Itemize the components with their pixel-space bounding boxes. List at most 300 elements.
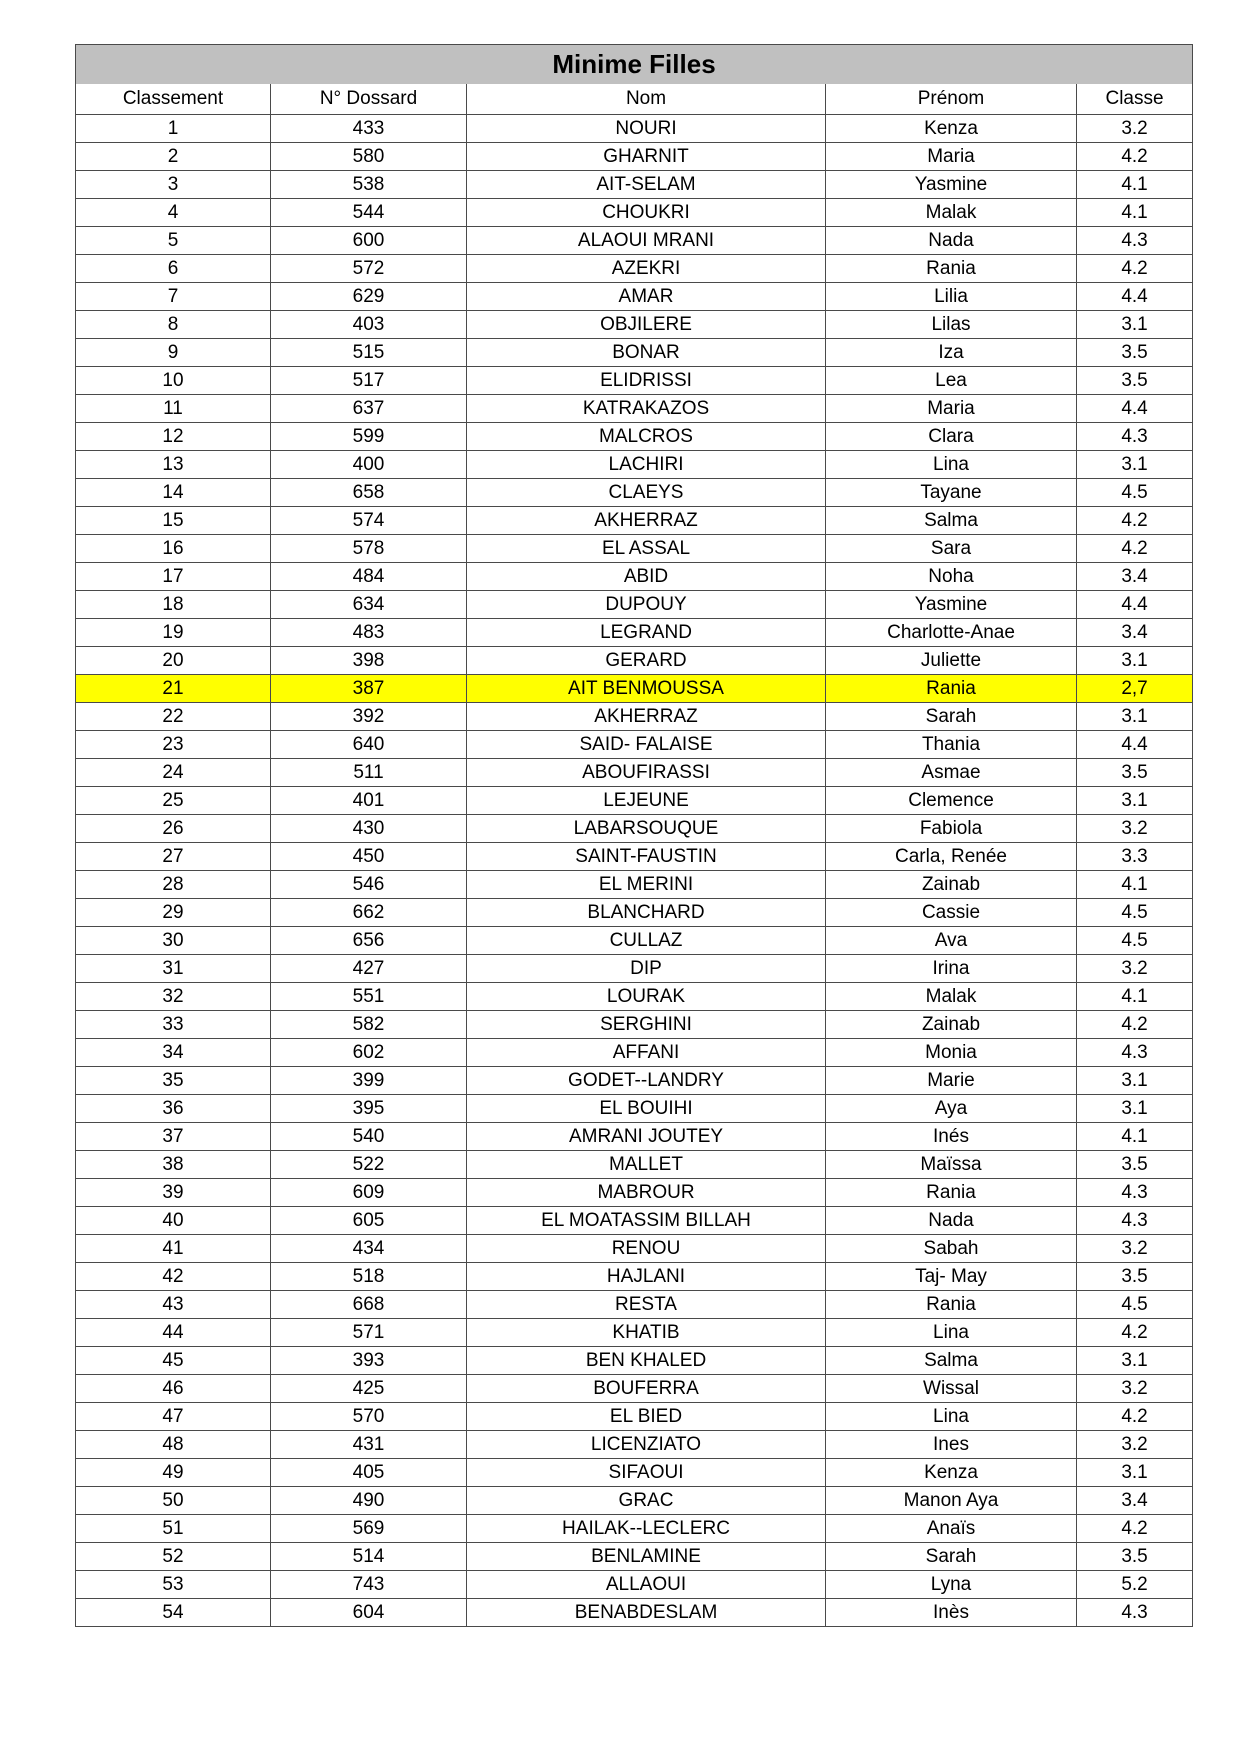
cell-dossard: 518 <box>271 1263 467 1291</box>
cell-dossard: 399 <box>271 1067 467 1095</box>
table-row <box>76 1039 1193 1067</box>
cell-classe: 3.1 <box>1077 787 1193 815</box>
cell-dossard: 605 <box>271 1207 467 1235</box>
table-row <box>76 423 1193 451</box>
table-row <box>76 143 1193 171</box>
cell-nom: GERARD <box>467 647 826 675</box>
cell-classe: 3.1 <box>1077 1459 1193 1487</box>
cell-classe: 3.5 <box>1077 1151 1193 1179</box>
cell-dossard: 658 <box>271 479 467 507</box>
cell-prenom: Inès <box>826 1599 1077 1627</box>
cell-classe: 4.5 <box>1077 1291 1193 1319</box>
cell-classe: 3.5 <box>1077 367 1193 395</box>
cell-prenom: Lyna <box>826 1571 1077 1599</box>
cell-nom: AIT-SELAM <box>467 171 826 199</box>
cell-classement: 18 <box>76 591 271 619</box>
cell-prenom: Thania <box>826 731 1077 759</box>
cell-classement: 39 <box>76 1179 271 1207</box>
table-row <box>76 1235 1193 1263</box>
cell-nom: BENABDESLAM <box>467 1599 826 1627</box>
cell-nom: RENOU <box>467 1235 826 1263</box>
cell-classement: 31 <box>76 955 271 983</box>
cell-nom: CLAEYS <box>467 479 826 507</box>
cell-classe: 4.3 <box>1077 1039 1193 1067</box>
cell-nom: SAID- FALAISE <box>467 731 826 759</box>
cell-classement: 38 <box>76 1151 271 1179</box>
cell-classement: 27 <box>76 843 271 871</box>
table-row <box>76 1459 1193 1487</box>
title-row <box>76 45 1193 85</box>
table-row <box>76 1067 1193 1095</box>
cell-prenom: Maria <box>826 143 1077 171</box>
table-row <box>76 1487 1193 1515</box>
cell-classe: 4.5 <box>1077 479 1193 507</box>
cell-dossard: 602 <box>271 1039 467 1067</box>
cell-nom: GRAC <box>467 1487 826 1515</box>
cell-nom: AFFANI <box>467 1039 826 1067</box>
table-row <box>76 1571 1193 1599</box>
cell-dossard: 662 <box>271 899 467 927</box>
cell-prenom: Monia <box>826 1039 1077 1067</box>
table-row <box>76 1347 1193 1375</box>
cell-dossard: 433 <box>271 115 467 143</box>
cell-dossard: 431 <box>271 1431 467 1459</box>
table-row <box>76 1431 1193 1459</box>
cell-dossard: 405 <box>271 1459 467 1487</box>
cell-dossard: 400 <box>271 451 467 479</box>
cell-dossard: 656 <box>271 927 467 955</box>
cell-nom: AZEKRI <box>467 255 826 283</box>
table-row <box>76 1123 1193 1151</box>
table-row-highlighted <box>76 675 1193 703</box>
cell-nom: ABOUFIRASSI <box>467 759 826 787</box>
cell-classement: 37 <box>76 1123 271 1151</box>
cell-nom: BENLAMINE <box>467 1543 826 1571</box>
table-row <box>76 1375 1193 1403</box>
cell-prenom: Kenza <box>826 1459 1077 1487</box>
cell-dossard: 490 <box>271 1487 467 1515</box>
cell-dossard: 629 <box>271 283 467 311</box>
cell-nom: MALLET <box>467 1151 826 1179</box>
cell-classe: 4.4 <box>1077 591 1193 619</box>
cell-classe: 3.2 <box>1077 1431 1193 1459</box>
cell-prenom: Maria <box>826 395 1077 423</box>
cell-nom: MABROUR <box>467 1179 826 1207</box>
cell-classement: 21 <box>76 675 271 703</box>
cell-classe: 3.2 <box>1077 115 1193 143</box>
table-row <box>76 395 1193 423</box>
cell-classe: 4.1 <box>1077 983 1193 1011</box>
cell-nom: RESTA <box>467 1291 826 1319</box>
cell-classe: 4.2 <box>1077 1403 1193 1431</box>
cell-nom: EL MOATASSIM BILLAH <box>467 1207 826 1235</box>
cell-classement: 50 <box>76 1487 271 1515</box>
cell-classe: 3.2 <box>1077 955 1193 983</box>
cell-dossard: 578 <box>271 535 467 563</box>
table-row <box>76 367 1193 395</box>
cell-classement: 8 <box>76 311 271 339</box>
cell-classement: 48 <box>76 1431 271 1459</box>
cell-classement: 1 <box>76 115 271 143</box>
cell-dossard: 637 <box>271 395 467 423</box>
column-header-row <box>76 84 1193 115</box>
table-row <box>76 983 1193 1011</box>
cell-classement: 20 <box>76 647 271 675</box>
cell-classe: 4.1 <box>1077 171 1193 199</box>
table-row <box>76 1011 1193 1039</box>
cell-nom: ALAOUI MRANI <box>467 227 826 255</box>
cell-prenom: Taj- May <box>826 1263 1077 1291</box>
cell-classement: 11 <box>76 395 271 423</box>
cell-classement: 42 <box>76 1263 271 1291</box>
cell-prenom: Malak <box>826 983 1077 1011</box>
table-row <box>76 899 1193 927</box>
cell-dossard: 538 <box>271 171 467 199</box>
cell-classe: 3.1 <box>1077 647 1193 675</box>
cell-prenom: Yasmine <box>826 171 1077 199</box>
cell-prenom: Marie <box>826 1067 1077 1095</box>
cell-nom: EL MERINI <box>467 871 826 899</box>
cell-nom: DIP <box>467 955 826 983</box>
cell-nom: BOUFERRA <box>467 1375 826 1403</box>
cell-classement: 46 <box>76 1375 271 1403</box>
cell-dossard: 517 <box>271 367 467 395</box>
cell-dossard: 398 <box>271 647 467 675</box>
cell-classement: 16 <box>76 535 271 563</box>
cell-classement: 13 <box>76 451 271 479</box>
cell-classement: 12 <box>76 423 271 451</box>
cell-dossard: 392 <box>271 703 467 731</box>
cell-prenom: Nada <box>826 227 1077 255</box>
cell-prenom: Lina <box>826 1319 1077 1347</box>
cell-prenom: Asmae <box>826 759 1077 787</box>
cell-prenom: Lina <box>826 1403 1077 1431</box>
cell-prenom: Rania <box>826 255 1077 283</box>
cell-classement: 28 <box>76 871 271 899</box>
cell-classe: 3.4 <box>1077 619 1193 647</box>
cell-nom: GHARNIT <box>467 143 826 171</box>
cell-classement: 3 <box>76 171 271 199</box>
cell-nom: LICENZIATO <box>467 1431 826 1459</box>
table-row <box>76 479 1193 507</box>
cell-classe: 4.2 <box>1077 143 1193 171</box>
table-row <box>76 283 1193 311</box>
cell-prenom: Sarah <box>826 1543 1077 1571</box>
table-row <box>76 1403 1193 1431</box>
cell-nom: AMRANI JOUTEY <box>467 1123 826 1151</box>
cell-classement: 51 <box>76 1515 271 1543</box>
table-row <box>76 507 1193 535</box>
cell-dossard: 574 <box>271 507 467 535</box>
cell-nom: BEN KHALED <box>467 1347 826 1375</box>
cell-classe: 4.5 <box>1077 927 1193 955</box>
cell-classe: 4.1 <box>1077 1123 1193 1151</box>
cell-classement: 24 <box>76 759 271 787</box>
cell-nom: HAJLANI <box>467 1263 826 1291</box>
cell-nom: HAILAK--LECLERC <box>467 1515 826 1543</box>
cell-dossard: 484 <box>271 563 467 591</box>
column-header-nom: Nom <box>467 84 826 115</box>
cell-classement: 23 <box>76 731 271 759</box>
table-row <box>76 843 1193 871</box>
cell-classement: 35 <box>76 1067 271 1095</box>
cell-nom: BONAR <box>467 339 826 367</box>
cell-nom: ALLAOUI <box>467 1571 826 1599</box>
cell-classe: 4.2 <box>1077 1011 1193 1039</box>
table-row <box>76 1599 1193 1627</box>
table-row <box>76 1151 1193 1179</box>
cell-classe: 4.1 <box>1077 871 1193 899</box>
table-row <box>76 1207 1193 1235</box>
table-row <box>76 731 1193 759</box>
table-row <box>76 339 1193 367</box>
cell-classe: 3.4 <box>1077 563 1193 591</box>
results-sheet <box>75 44 1192 1627</box>
cell-classe: 3.5 <box>1077 1263 1193 1291</box>
table-row <box>76 563 1193 591</box>
cell-dossard: 609 <box>271 1179 467 1207</box>
cell-classe: 4.2 <box>1077 507 1193 535</box>
cell-dossard: 572 <box>271 255 467 283</box>
cell-classement: 4 <box>76 199 271 227</box>
column-header-prenom: Prénom <box>826 84 1077 115</box>
cell-classement: 41 <box>76 1235 271 1263</box>
cell-dossard: 580 <box>271 143 467 171</box>
cell-classe: 4.3 <box>1077 1179 1193 1207</box>
table-row <box>76 1291 1193 1319</box>
cell-prenom: Lilas <box>826 311 1077 339</box>
cell-nom: NOURI <box>467 115 826 143</box>
cell-prenom: Juliette <box>826 647 1077 675</box>
cell-classement: 6 <box>76 255 271 283</box>
table-row <box>76 759 1193 787</box>
cell-nom: BLANCHARD <box>467 899 826 927</box>
cell-prenom: Carla, Renée <box>826 843 1077 871</box>
cell-classement: 19 <box>76 619 271 647</box>
cell-dossard: 514 <box>271 1543 467 1571</box>
cell-classe: 3.1 <box>1077 1095 1193 1123</box>
table-row <box>76 955 1193 983</box>
table-row <box>76 871 1193 899</box>
table-row <box>76 647 1193 675</box>
cell-prenom: Nada <box>826 1207 1077 1235</box>
cell-nom: AKHERRAZ <box>467 703 826 731</box>
table-row <box>76 619 1193 647</box>
cell-dossard: 450 <box>271 843 467 871</box>
cell-dossard: 571 <box>271 1319 467 1347</box>
cell-prenom: Charlotte-Anae <box>826 619 1077 647</box>
cell-classe: 4.2 <box>1077 255 1193 283</box>
cell-dossard: 387 <box>271 675 467 703</box>
cell-prenom: Clara <box>826 423 1077 451</box>
cell-prenom: Iza <box>826 339 1077 367</box>
cell-classe: 3.1 <box>1077 311 1193 339</box>
cell-nom: CULLAZ <box>467 927 826 955</box>
cell-prenom: Clemence <box>826 787 1077 815</box>
cell-prenom: Wissal <box>826 1375 1077 1403</box>
cell-nom: LACHIRI <box>467 451 826 479</box>
cell-prenom: Irina <box>826 955 1077 983</box>
cell-classe: 3.2 <box>1077 1375 1193 1403</box>
cell-dossard: 544 <box>271 199 467 227</box>
table-row <box>76 787 1193 815</box>
cell-classement: 43 <box>76 1291 271 1319</box>
table-row <box>76 311 1193 339</box>
cell-nom: SAINT-FAUSTIN <box>467 843 826 871</box>
table-row <box>76 535 1193 563</box>
cell-classement: 14 <box>76 479 271 507</box>
cell-classe: 3.3 <box>1077 843 1193 871</box>
cell-classe: 4.2 <box>1077 535 1193 563</box>
cell-dossard: 600 <box>271 227 467 255</box>
cell-nom: GODET--LANDRY <box>467 1067 826 1095</box>
cell-classe: 3.5 <box>1077 759 1193 787</box>
cell-nom: AMAR <box>467 283 826 311</box>
cell-dossard: 401 <box>271 787 467 815</box>
cell-nom: OBJILERE <box>467 311 826 339</box>
cell-dossard: 599 <box>271 423 467 451</box>
cell-classe: 5.2 <box>1077 1571 1193 1599</box>
cell-classe: 3.5 <box>1077 1543 1193 1571</box>
cell-classe: 3.1 <box>1077 1067 1193 1095</box>
cell-dossard: 427 <box>271 955 467 983</box>
table-row <box>76 1095 1193 1123</box>
table-row <box>76 1263 1193 1291</box>
cell-prenom: Rania <box>826 1179 1077 1207</box>
cell-classe: 4.4 <box>1077 731 1193 759</box>
cell-classe: 2,7 <box>1077 675 1193 703</box>
cell-prenom: Ines <box>826 1431 1077 1459</box>
cell-classement: 47 <box>76 1403 271 1431</box>
cell-classe: 3.4 <box>1077 1487 1193 1515</box>
cell-classement: 15 <box>76 507 271 535</box>
cell-prenom: Manon Aya <box>826 1487 1077 1515</box>
cell-classe: 3.1 <box>1077 1347 1193 1375</box>
cell-nom: LABARSOUQUE <box>467 815 826 843</box>
cell-classement: 7 <box>76 283 271 311</box>
table-row <box>76 227 1193 255</box>
cell-nom: LEJEUNE <box>467 787 826 815</box>
table-row <box>76 591 1193 619</box>
cell-prenom: Inés <box>826 1123 1077 1151</box>
results-body <box>76 115 1193 1627</box>
cell-dossard: 569 <box>271 1515 467 1543</box>
cell-dossard: 634 <box>271 591 467 619</box>
cell-classe: 4.5 <box>1077 899 1193 927</box>
cell-dossard: 395 <box>271 1095 467 1123</box>
cell-dossard: 522 <box>271 1151 467 1179</box>
cell-prenom: Noha <box>826 563 1077 591</box>
cell-nom: ABID <box>467 563 826 591</box>
cell-prenom: Zainab <box>826 871 1077 899</box>
cell-classe: 4.3 <box>1077 423 1193 451</box>
cell-prenom: Tayane <box>826 479 1077 507</box>
cell-classement: 26 <box>76 815 271 843</box>
cell-prenom: Salma <box>826 1347 1077 1375</box>
cell-prenom: Ava <box>826 927 1077 955</box>
cell-classe: 4.4 <box>1077 395 1193 423</box>
cell-nom: AKHERRAZ <box>467 507 826 535</box>
results-table <box>75 44 1193 1627</box>
table-row <box>76 451 1193 479</box>
column-header-classement: Classement <box>76 84 271 115</box>
cell-nom: ELIDRISSI <box>467 367 826 395</box>
cell-classe: 4.2 <box>1077 1319 1193 1347</box>
cell-prenom: Rania <box>826 675 1077 703</box>
cell-classe: 4.1 <box>1077 199 1193 227</box>
cell-classement: 29 <box>76 899 271 927</box>
cell-dossard: 546 <box>271 871 467 899</box>
cell-classement: 49 <box>76 1459 271 1487</box>
cell-classe: 3.5 <box>1077 339 1193 367</box>
page-title: Minime Filles <box>76 45 1193 85</box>
table-row <box>76 815 1193 843</box>
cell-nom: EL ASSAL <box>467 535 826 563</box>
cell-prenom: Lina <box>826 451 1077 479</box>
cell-classe: 4.3 <box>1077 227 1193 255</box>
cell-prenom: Cassie <box>826 899 1077 927</box>
cell-classe: 3.1 <box>1077 451 1193 479</box>
cell-prenom: Maïssa <box>826 1151 1077 1179</box>
cell-nom: SIFAOUI <box>467 1459 826 1487</box>
cell-dossard: 668 <box>271 1291 467 1319</box>
cell-prenom: Fabiola <box>826 815 1077 843</box>
cell-dossard: 483 <box>271 619 467 647</box>
table-row <box>76 703 1193 731</box>
cell-classe: 4.2 <box>1077 1515 1193 1543</box>
cell-prenom: Aya <box>826 1095 1077 1123</box>
cell-nom: KATRAKAZOS <box>467 395 826 423</box>
table-row <box>76 171 1193 199</box>
column-header-dossard: N° Dossard <box>271 84 467 115</box>
cell-dossard: 430 <box>271 815 467 843</box>
cell-classement: 5 <box>76 227 271 255</box>
cell-prenom: Sabah <box>826 1235 1077 1263</box>
cell-dossard: 640 <box>271 731 467 759</box>
column-header-classe: Classe <box>1077 84 1193 115</box>
cell-nom: AIT BENMOUSSA <box>467 675 826 703</box>
cell-nom: KHATIB <box>467 1319 826 1347</box>
cell-prenom: Salma <box>826 507 1077 535</box>
table-row <box>76 115 1193 143</box>
cell-prenom: Malak <box>826 199 1077 227</box>
cell-dossard: 515 <box>271 339 467 367</box>
cell-nom: EL BIED <box>467 1403 826 1431</box>
cell-classement: 36 <box>76 1095 271 1123</box>
cell-nom: MALCROS <box>467 423 826 451</box>
cell-dossard: 551 <box>271 983 467 1011</box>
table-row <box>76 927 1193 955</box>
cell-nom: LEGRAND <box>467 619 826 647</box>
table-row <box>76 1179 1193 1207</box>
cell-classement: 53 <box>76 1571 271 1599</box>
cell-dossard: 570 <box>271 1403 467 1431</box>
cell-prenom: Zainab <box>826 1011 1077 1039</box>
cell-prenom: Rania <box>826 1291 1077 1319</box>
cell-classement: 25 <box>76 787 271 815</box>
table-row <box>76 199 1193 227</box>
cell-prenom: Yasmine <box>826 591 1077 619</box>
cell-dossard: 582 <box>271 1011 467 1039</box>
cell-classement: 30 <box>76 927 271 955</box>
cell-dossard: 403 <box>271 311 467 339</box>
cell-prenom: Anaïs <box>826 1515 1077 1543</box>
cell-classement: 32 <box>76 983 271 1011</box>
cell-nom: SERGHINI <box>467 1011 826 1039</box>
cell-dossard: 743 <box>271 1571 467 1599</box>
cell-prenom: Kenza <box>826 115 1077 143</box>
cell-classe: 4.4 <box>1077 283 1193 311</box>
